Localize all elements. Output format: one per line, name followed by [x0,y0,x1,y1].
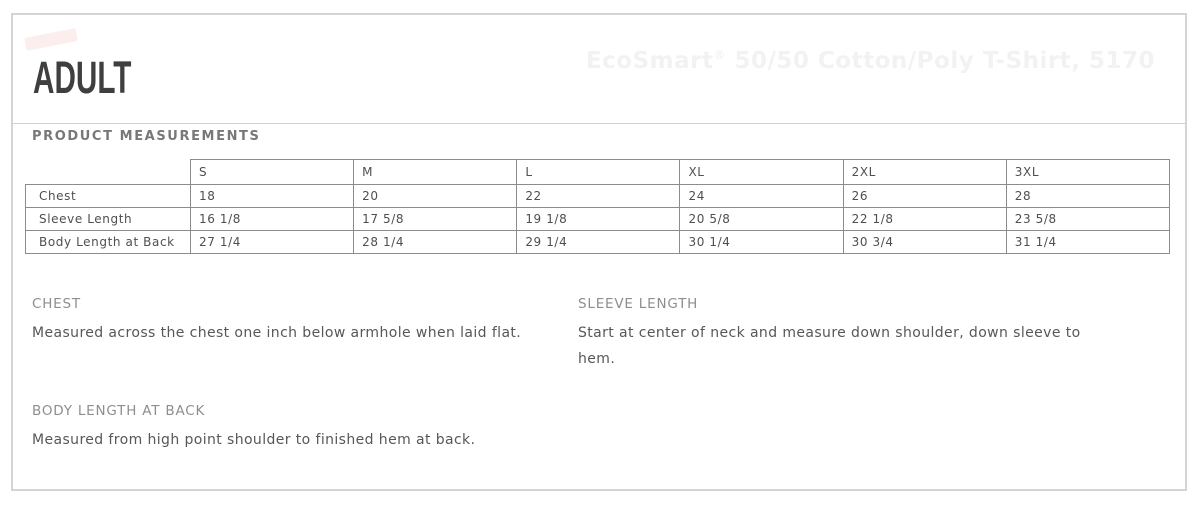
header-divider [13,123,1185,124]
measurement-cell: 20 5/8 [680,208,843,231]
size-column-header: M [354,160,517,185]
row-label: Chest [26,185,191,208]
measurement-cell: 28 1/4 [354,231,517,254]
measurement-cell: 19 1/8 [517,208,680,231]
measurement-cell: 20 [354,185,517,208]
product-name: 50/50 Cotton/Poly T-Shirt, 5170 [726,48,1155,74]
measurement-cell: 24 [680,185,843,208]
measurements-heading: PRODUCT MEASUREMENTS [32,129,261,144]
row-label: Body Length at Back [26,231,191,254]
definition-term: SLEEVE LENGTH [578,296,699,312]
measurement-cell: 18 [191,185,354,208]
size-column-header: L [517,160,680,185]
measurement-cell: 31 1/4 [1006,231,1169,254]
corner-cell [26,160,191,185]
definition-description: Measured across the chest one inch below armhole when laid flat. [32,325,522,341]
product-title-watermark [586,48,1155,74]
registered-trademark-symbol: ® [713,48,726,63]
product-brand: EcoSmart [585,48,714,74]
definition-body-length-at-back [32,403,572,453]
table-row-sleeve-length [26,208,1170,231]
definition-sleeve-length [578,296,1096,372]
measurement-cell: 23 5/8 [1006,208,1169,231]
size-column-header: 3XL [1006,160,1169,185]
measurement-cell: 29 1/4 [517,231,680,254]
measurement-cell: 27 1/4 [191,231,354,254]
definition-description: Start at center of neck and measure down shoulder, down sleeve to hem. [578,325,1081,367]
size-column-header: XL [680,160,843,185]
measurement-cell: 26 [843,185,1006,208]
definition-description: Measured from high point shoulder to finished hem at back. [32,432,476,448]
measurement-cell: 28 [1006,185,1169,208]
size-column-header: 2XL [843,160,1006,185]
measurement-cell: 30 1/4 [680,231,843,254]
page-title: ADULT [33,52,132,103]
measurement-cell: 16 1/8 [191,208,354,231]
definition-term: CHEST [32,296,81,312]
size-column-header: S [191,160,354,185]
size-header-row [26,160,1170,185]
definition-term: BODY LENGTH AT BACK [32,403,206,419]
measurement-cell: 17 5/8 [354,208,517,231]
size-chart-card [11,13,1187,491]
measurement-cell: 22 [517,185,680,208]
brand-logo-swoosh-icon [24,28,78,51]
row-label: Sleeve Length [26,208,191,231]
measurements-table [25,159,1170,254]
measurement-cell: 30 3/4 [843,231,1006,254]
definition-chest [32,296,562,346]
measurement-cell: 22 1/8 [843,208,1006,231]
table-row-body-length-at-back [26,231,1170,254]
table-row-chest [26,185,1170,208]
